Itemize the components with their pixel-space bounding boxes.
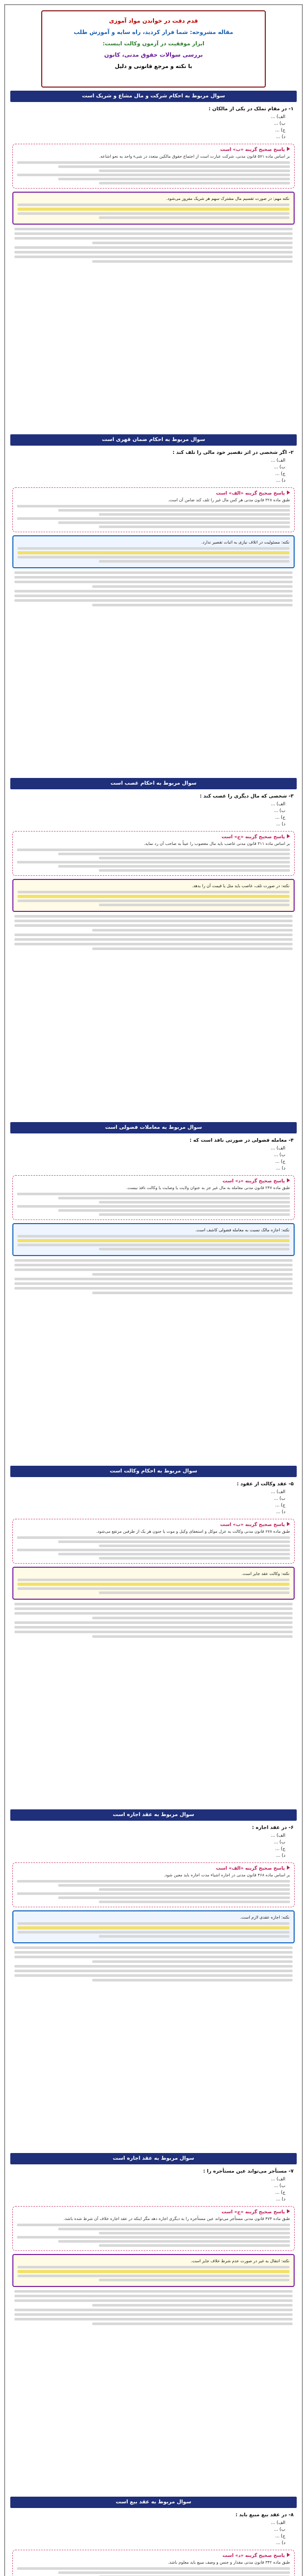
question-option: ج) ... xyxy=(275,1502,285,1508)
text-line xyxy=(17,2224,290,2226)
note-text: نکته: اجاره عقدی لازم است. xyxy=(240,1914,289,1920)
text-line xyxy=(17,1536,290,1539)
text-line xyxy=(99,1935,289,1938)
answer-box xyxy=(12,487,295,532)
text-line xyxy=(58,2240,291,2243)
answer-box xyxy=(12,1175,295,1220)
text-line xyxy=(58,1209,291,1212)
text-line xyxy=(99,1901,290,1903)
answer-box xyxy=(12,1519,295,1564)
text-line xyxy=(14,571,293,574)
text-line xyxy=(99,2244,290,2247)
question-option: ب) ... xyxy=(274,1839,285,1845)
text-line xyxy=(92,585,293,588)
question-option: د) ... xyxy=(276,1853,285,1858)
note-box xyxy=(12,535,295,568)
section-banner: سوال مربوط به عقد بیع است xyxy=(10,2497,297,2508)
question-option: ب) ... xyxy=(274,2183,285,2189)
question-option: ج) ... xyxy=(275,815,285,821)
arrow-icon xyxy=(287,834,290,838)
note-box xyxy=(12,1223,295,1256)
text-line xyxy=(99,216,289,219)
text-line xyxy=(99,182,290,184)
text-line xyxy=(14,920,293,922)
text-line xyxy=(14,924,293,927)
question-option: الف) ... xyxy=(271,1145,285,1151)
note-text: نکته: مسئولیت در اتلاف نیازی به اثبات تقصیر ندارد. xyxy=(201,540,289,545)
text-line xyxy=(17,161,290,164)
section-banner: سوال مربوط به احکام وکالت است xyxy=(10,1466,297,1477)
question-option: الف) ... xyxy=(271,114,285,120)
text-line xyxy=(14,2295,293,2297)
text-line xyxy=(92,2304,293,2307)
text-line xyxy=(14,1626,293,1629)
text-line xyxy=(17,517,290,520)
text-line xyxy=(58,1197,291,1199)
answer-box xyxy=(12,831,295,876)
arrow-icon xyxy=(287,1866,290,1870)
question-option: ج) ... xyxy=(275,1159,285,1164)
header-line-4: بررسی سوالات حقوق مدنی، کانون xyxy=(104,52,203,58)
text-line xyxy=(18,1922,289,1925)
text-line xyxy=(92,1292,293,1294)
question-option: ج) ... xyxy=(275,471,285,477)
text-line xyxy=(18,900,289,902)
question-title: ۷- مستأجر می‌تواند عین مستأجره را : xyxy=(203,2168,294,2175)
question-option: د) ... xyxy=(276,2197,285,2202)
answer-label-text: پاسخ صحیح گزینه «ج» است xyxy=(221,2210,285,2215)
text-line xyxy=(14,1282,293,1285)
question-option: ج) ... xyxy=(275,2190,285,2196)
highlighted-line xyxy=(18,208,289,211)
question-option: ب) ... xyxy=(274,2527,285,2533)
text-line xyxy=(14,1956,293,1958)
text-line xyxy=(14,251,293,253)
text-line xyxy=(14,1965,293,1968)
question-option: ب) ... xyxy=(274,1152,285,1158)
text-line xyxy=(14,1603,293,1605)
text-line xyxy=(99,904,289,906)
text-line xyxy=(58,865,291,868)
text-line xyxy=(14,915,293,918)
answer-label xyxy=(17,2209,290,2216)
highlighted-line xyxy=(18,895,289,898)
note-text: نکته: در صورت تلف، غاصب باید مثل یا قیمت آن را بدهد. xyxy=(192,884,289,889)
highlighted-line xyxy=(18,1926,289,1929)
text-line xyxy=(92,929,293,931)
text-line xyxy=(17,861,290,863)
question-title: ۲- اگر شخصی در اثر تقصیر خود مالی را تلف کند : xyxy=(172,450,294,456)
text-line xyxy=(14,2290,293,2293)
question-option: الف) ... xyxy=(271,458,285,464)
text-line xyxy=(14,1974,293,1977)
text-line xyxy=(99,513,290,516)
note-text: نکته: وکالت عقد جایز است. xyxy=(242,1571,289,1576)
answer-label-text: پاسخ صحیح گزینه «ج» است xyxy=(221,835,285,840)
answer-label xyxy=(17,1521,290,1529)
question-sections xyxy=(5,88,302,2576)
text-line xyxy=(14,2318,293,2320)
highlighted-line xyxy=(18,1583,289,1586)
question-option: الف) ... xyxy=(271,1489,285,1495)
text-line xyxy=(18,1244,289,1246)
text-line xyxy=(99,170,290,172)
text-line xyxy=(18,2266,289,2268)
text-line xyxy=(58,1896,291,1899)
text-line xyxy=(18,212,289,215)
answer-box xyxy=(12,144,295,189)
text-line xyxy=(14,581,293,583)
question-option: ج) ... xyxy=(275,2534,285,2539)
highlighted-line xyxy=(18,2270,289,2273)
text-line xyxy=(14,943,293,945)
note-box xyxy=(12,1567,295,1600)
answer-explanation: طبق ماده ۴۷۴ قانون مدنی مستأجر می‌تواند عین مستأجره را به دیگری اجاره دهد مگر اینکه در عقد اجاره خلاف آن شرط شده باشد. xyxy=(63,2216,290,2222)
text-line xyxy=(14,2309,293,2311)
arrow-icon xyxy=(287,1178,290,1182)
question-option: ب) ... xyxy=(274,121,285,126)
text-line xyxy=(99,2232,290,2234)
section-banner: سوال مربوط به احکام غصب است xyxy=(10,778,297,789)
text-line xyxy=(18,891,289,893)
question-title: ۳- شخصی که مال دیگری را غصب کند : xyxy=(199,793,294,800)
note-box xyxy=(12,2254,295,2287)
text-line xyxy=(17,1205,290,1208)
text-line xyxy=(17,2567,290,2570)
text-line xyxy=(99,1201,290,1204)
note-box xyxy=(12,879,295,912)
text-line xyxy=(58,1884,291,1887)
text-line xyxy=(18,1235,289,1238)
header-line-5: با نکته و مرجع قانونی و دلیل xyxy=(114,63,193,70)
highlighted-line xyxy=(18,551,289,554)
question-option: الف) ... xyxy=(271,802,285,807)
text-line xyxy=(92,260,293,263)
arrow-icon xyxy=(287,2553,290,2557)
note-box xyxy=(12,192,295,225)
answer-label-text: پاسخ صحیح گزینه «ب» است xyxy=(220,147,285,152)
text-line xyxy=(17,849,290,851)
text-line xyxy=(99,1888,290,1891)
answer-label-text: پاسخ صحیح گزینه «د» است xyxy=(222,2553,285,2559)
text-line xyxy=(18,547,289,550)
answer-box xyxy=(12,1862,295,1907)
text-line xyxy=(14,256,293,258)
question-option: د) ... xyxy=(276,134,285,140)
question-option: ب) ... xyxy=(274,1496,285,1501)
question-option: الف) ... xyxy=(271,2520,285,2526)
text-line xyxy=(17,2236,290,2239)
text-line xyxy=(17,1549,290,1551)
question-option: د) ... xyxy=(276,2540,285,2546)
section-banner: سوال مربوط به معاملات فضولی است xyxy=(10,1122,297,1133)
text-line xyxy=(14,2313,293,2316)
section-banner: سوال مربوط به احکام شرکت و مال مشاع و شریک است xyxy=(10,91,297,102)
text-line xyxy=(99,1545,290,1547)
text-line xyxy=(14,246,293,249)
answer-label xyxy=(17,834,290,841)
text-line xyxy=(58,1540,291,1543)
text-line xyxy=(58,2228,291,2230)
text-line xyxy=(14,1268,293,1271)
text-line xyxy=(92,1960,293,1963)
question-option: ج) ... xyxy=(275,128,285,133)
text-line xyxy=(18,1579,289,1581)
question-title: ۸- در عقد بیع مبیع باید : xyxy=(235,2512,294,2518)
question-option: د) ... xyxy=(276,1165,285,1171)
text-line xyxy=(58,853,291,855)
question-title: ۶- در عقد اجاره : xyxy=(252,1824,294,1831)
question-section xyxy=(10,2150,297,2494)
answer-box xyxy=(12,2550,295,2576)
answer-label-text: پاسخ صحیح گزینه «الف» است xyxy=(216,1866,285,1871)
answer-box xyxy=(12,2206,295,2251)
text-line xyxy=(14,1264,293,1266)
text-line xyxy=(14,237,293,240)
text-line xyxy=(14,232,293,235)
answer-explanation: بر اساس ماده ۴۶۸ قانون مدنی در اجاره اشیاء مدت اجاره باید معین شود. xyxy=(163,1872,290,1877)
document-page xyxy=(4,4,303,2576)
answer-label-text: پاسخ صحیح گزینه «ب» است xyxy=(220,1522,285,1528)
answer-label-text: پاسخ صحیح گزینه «الف» است xyxy=(216,491,285,497)
text-line xyxy=(14,1970,293,1972)
text-line xyxy=(14,595,293,597)
text-line xyxy=(17,1892,290,1895)
text-line xyxy=(92,2323,293,2325)
answer-explanation: طبق ماده ۳۲۸ قانون مدنی هر کس مال غیر را تلف کند ضامن آن است. xyxy=(167,498,290,503)
answer-label xyxy=(17,146,290,154)
question-title: ۴- معامله فضولی در صورتی نافذ است که : xyxy=(190,1137,294,1143)
text-line xyxy=(14,1259,293,1262)
highlighted-line xyxy=(18,1239,289,1242)
text-line xyxy=(99,560,289,563)
text-line xyxy=(92,242,293,244)
answer-label xyxy=(17,490,290,497)
answer-label-text: پاسخ صحیح گزینه «د» است xyxy=(222,1178,285,1184)
header-line-1: قدم دقت در خواندن مواد آموزی xyxy=(109,18,198,24)
text-line xyxy=(99,869,290,872)
answer-explanation: بر اساس ماده ۳۱۱ قانون مدنی غاصب باید مال مغصوب را عیناً به صاحب آن رد نماید. xyxy=(144,841,290,846)
text-line xyxy=(17,174,290,176)
text-line xyxy=(14,1278,293,1280)
question-option: د) ... xyxy=(276,478,285,484)
question-option: د) ... xyxy=(276,822,285,827)
document-header xyxy=(41,10,266,88)
question-section xyxy=(10,2494,297,2576)
text-line xyxy=(58,2571,291,2574)
question-section xyxy=(10,1463,297,1806)
text-line xyxy=(14,1946,293,1949)
question-section xyxy=(10,775,297,1118)
question-option: ب) ... xyxy=(274,465,285,470)
text-line xyxy=(18,1931,289,1934)
question-section xyxy=(10,1119,297,1463)
question-option: ج) ... xyxy=(275,1846,285,1852)
text-line xyxy=(14,1631,293,1633)
answer-label xyxy=(17,1178,290,1185)
text-line xyxy=(92,1979,293,1981)
text-line xyxy=(99,857,290,859)
header-line-2: مقاله مشروحه: شما فرار کردید، راه سایه و آموزش طلب xyxy=(74,29,233,36)
text-line xyxy=(14,1612,293,1615)
text-line xyxy=(18,204,289,206)
note-text: نکته: انتقال به غیر در صورت عدم شرط خلاف جایز است. xyxy=(191,2259,289,2264)
text-line xyxy=(92,947,293,950)
question-option: ب) ... xyxy=(274,808,285,814)
section-banner: سوال مربوط به عقد اجاره است xyxy=(10,2153,297,2164)
text-line xyxy=(17,1193,290,1195)
header-line-3: ابزار موفقیت در آزمون وکالت اینست: xyxy=(103,41,204,47)
question-section xyxy=(10,1806,297,2150)
text-line xyxy=(99,1248,289,1250)
text-line xyxy=(18,2275,289,2277)
answer-label xyxy=(17,1865,290,1872)
answer-explanation: طبق ماده ۶۷۸ قانون مدنی وکالت به عزل موکل و استعفای وکیل و موت یا جنون هر یک از طرفین مرتفع می‌شود. xyxy=(96,1529,290,1534)
question-section xyxy=(10,431,297,775)
text-line xyxy=(14,228,293,230)
text-line xyxy=(92,604,293,606)
text-line xyxy=(99,2279,289,2281)
text-line xyxy=(14,1287,293,1290)
note-box xyxy=(12,1910,295,1943)
text-line xyxy=(58,509,291,512)
arrow-icon xyxy=(287,490,290,495)
text-line xyxy=(14,934,293,936)
section-banner: سوال مربوط به عقد اجاره است xyxy=(10,1809,297,1821)
note-text: نکته: اجازه مالک نسبت به معامله فضولی کاشف است. xyxy=(195,1227,289,1232)
text-line xyxy=(18,556,289,558)
text-line xyxy=(17,1880,290,1883)
text-line xyxy=(58,178,291,180)
text-line xyxy=(99,1557,290,1560)
text-line xyxy=(99,526,290,528)
text-line xyxy=(58,521,291,524)
text-line xyxy=(14,1607,293,1610)
text-line xyxy=(58,165,291,168)
question-section xyxy=(10,88,297,431)
text-line xyxy=(92,1635,293,1638)
text-line xyxy=(18,1587,289,1590)
text-line xyxy=(99,1591,289,1594)
text-line xyxy=(14,1951,293,1954)
text-line xyxy=(14,590,293,592)
section-banner: سوال مربوط به احکام ضمان قهری است xyxy=(10,434,297,446)
text-line xyxy=(14,2299,293,2302)
text-line xyxy=(14,576,293,579)
arrow-icon xyxy=(287,147,290,151)
arrow-icon xyxy=(287,2209,290,2213)
text-line xyxy=(14,599,293,602)
note-text: نکته مهم: در صورت تقسیم مال مشترک سهم هر شریک مفروز می‌شود. xyxy=(166,196,289,201)
text-line xyxy=(58,1553,291,1555)
text-line xyxy=(14,938,293,941)
question-option: الف) ... xyxy=(271,2177,285,2182)
question-option: د) ... xyxy=(276,1509,285,1515)
answer-explanation: بر اساس ماده ۵۷۱ قانون مدنی، شرکت عبارت است از اجتماع حقوق مالکین متعدد در شیء واحد به نحو اشاعه. xyxy=(99,154,290,159)
question-option: الف) ... xyxy=(271,1833,285,1838)
text-line xyxy=(92,1273,293,1276)
text-line xyxy=(14,1621,293,1624)
arrow-icon xyxy=(287,1522,290,1526)
answer-explanation: طبق ماده ۳۴۲ قانون مدنی مقدار و جنس و وصف مبیع باید معلوم باشد. xyxy=(167,2560,290,2565)
answer-label xyxy=(17,2552,290,2560)
question-title: ۵- عقد وکالت از عقود : xyxy=(236,1481,294,1487)
text-line xyxy=(99,1213,290,1216)
answer-explanation: طبق ماده ۲۴۷ قانون مدنی معامله به مال غیر جز به عنوان ولایت یا وصایت یا وکالت نافذ نیست. xyxy=(126,1185,290,1190)
question-title: ۱- در مقام تملک در یکی از مالکان : xyxy=(208,106,294,112)
text-line xyxy=(92,1617,293,1619)
text-line xyxy=(17,505,290,507)
